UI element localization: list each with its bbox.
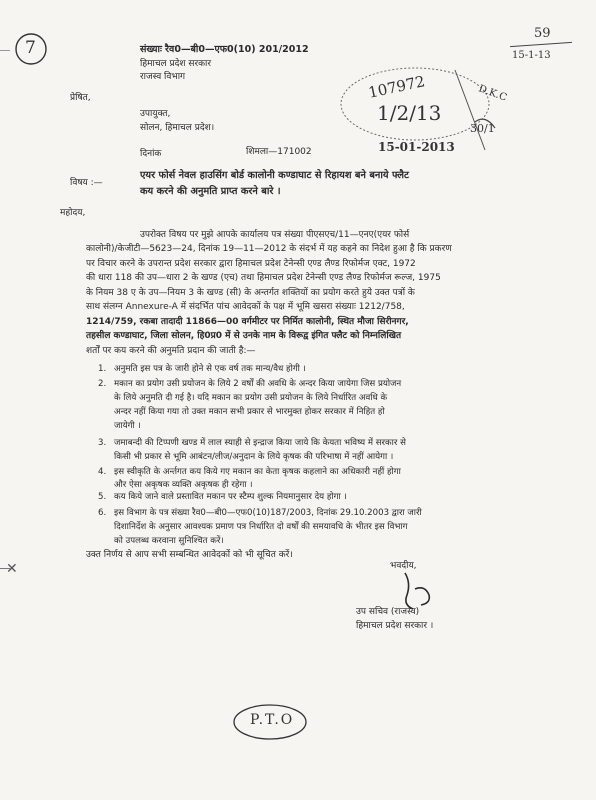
- body-line: तहसील कण्डाघाट, जिला सोलन, हि0प्र0 में से उनके नाम के विरूद्व इंगित फ्लैट को निम्नलिखित: [86, 331, 402, 341]
- condition-line: किसी भी प्रकार से भूमि आबंटन/लीज/अनुदान के लिये कृषक की परिभाषा में नहीं आयेगा ।: [114, 452, 394, 462]
- body-line: कालोनी)/केजीटी—5623—24, दिनांक 19—11—2012 के संदर्भ में यह कहने का निदेश हुआ है कि प्रकरण: [86, 244, 452, 254]
- condition-line: जायेगी ।: [114, 421, 141, 431]
- salutation: महोदय,: [60, 208, 86, 218]
- pto-text: P.T.O: [250, 712, 295, 728]
- circled-number-text: 7: [25, 38, 36, 58]
- condition-line: के लिये अनुमति दी गई है। यदि मकान का प्रयोग उसी प्रयोजन के लिये निर्धारित अवधि के: [114, 393, 388, 403]
- handwritten-date: 15-01-2013: [378, 140, 455, 154]
- condition-line: को उपलब्ध करवाना सुनिश्चित करें।: [114, 536, 224, 546]
- condition-number: 4.: [98, 467, 107, 477]
- condition-line: कय किये जाने वाले प्रस्तावित मकान पर स्टैम्प शुल्क नियमानुसार देय होगा ।: [114, 492, 347, 502]
- subject-line1: एयर फोर्स नेवल हाउसिंग बोर्ड कालोनी कण्डाघाट से रिहायश बने बनाये फ्लैट: [140, 170, 409, 181]
- condition-line: इस स्वीकृति के अर्न्तगत कय किये गए मकान का केता कृषक कहलाने का अधिकारी नहीं होगा: [114, 467, 401, 477]
- subject-line2: कय करने की अनुमति प्राप्त करने बारे ।: [140, 186, 281, 197]
- handwritten-page-count: 59: [534, 26, 551, 41]
- condition-line: और ऐसा अकृषक व्यक्ति अकृषक ही रहेगा ।: [114, 480, 253, 490]
- date-label: दिनांक: [140, 149, 162, 159]
- sender-label: प्रेषित,: [70, 93, 91, 103]
- sign-off: भवदीय,: [390, 561, 417, 571]
- underline-mark: [510, 42, 572, 47]
- condition-number: 2.: [98, 379, 107, 389]
- reference-number: संख्याः रैव0—बी0—एफ0(10) 201/2012: [140, 44, 309, 55]
- margin-fold-mark-top: [0, 50, 10, 51]
- stamp-date: 1/2/13: [377, 101, 442, 125]
- cross-mark: ✕: [6, 561, 18, 577]
- body-line: 1214/759, रकबा तादादी 11866—00 वर्गमीटर पर निर्मित कालोनी, स्थित मौजा सिरीनगर,: [86, 317, 409, 327]
- recipient-line1: उपायुक्त,: [140, 109, 171, 119]
- signatory-government: हिमाचल प्रदेश सरकार ।: [356, 621, 434, 631]
- condition-number: 1.: [98, 364, 107, 374]
- condition-line: अनुमति इस पत्र के जारी होने से एक वर्ष तक मान्य/वैध होगी ।: [114, 364, 306, 374]
- government-name: हिमाचल प्रदेश सरकार: [140, 59, 212, 69]
- body-line: उपरोक्त विषय पर मुझे आपके कार्यालय पत्र संख्या पीएसएच/11—एनए(एयर फोर्स: [140, 230, 410, 240]
- condition-number: 6.: [98, 508, 107, 518]
- stamp-side-note: D.K.C: [476, 83, 509, 104]
- signatory-designation: उप सचिव (राजस्व): [356, 607, 420, 617]
- body-line: साथ संलग्न Annexure-A में संदर्भित पांच आवेदकों के पक्ष में भूमि खसरा संख्याः 1212/758,: [86, 302, 405, 312]
- condition-line: दिशानिर्देश के अनुसार आवश्यक प्रमाण पत्र निर्धारित दो वर्षों की समयावधि के भीतर इस विभाग: [114, 522, 408, 532]
- condition-line: मकान का प्रयोग उसी प्रयोजन के लिये 2 वर्षों की अवधि के अन्दर किया जायेगा जिस प्रयोजन: [114, 379, 402, 389]
- stamp-tail-note: 30/1: [470, 122, 495, 135]
- closing-line: उक्त निर्णय से आप सभी सम्बन्धित आवेदकों को भी सूचित करें।: [86, 550, 293, 560]
- body-line: की धारा 118 की उप—धारा 2 के खण्ड (एच) तथा हिमाचल प्रदेश टेनेन्सी एण्ड लैण्ड रिफोर्मज रूल्ज, 1975: [86, 273, 441, 283]
- body-line: के नियम 38 ए के उप—नियम 3 के खण्ड (सी) के अन्तर्गत शक्तियों का प्रयोग करते हुये उक्त पत्रों के: [86, 288, 415, 298]
- condition-line: जमाबन्दी की टिप्पणी खण्ड में लाल स्याही से इन्द्राज किया जाये कि केयता भविष्य में सरकार से: [114, 438, 406, 448]
- body-line: पर विचार करने के उपरान्त प्रदेश सरकार द्वारा हिमाचल प्रदेश टेनेन्सी एण्ड लैण्ड रिफोर्मज एक्ट, 1972: [86, 259, 416, 269]
- recipient-line2: सोलन, हिमाचल प्रदेश।: [140, 123, 215, 133]
- condition-number: 5.: [98, 492, 107, 502]
- condition-line: अन्दर नहीं किया गया तो उक्त मकान सभी प्रकार से भारमुक्त होकर सरकार में निहित हो: [114, 407, 385, 417]
- condition-number: 3.: [98, 438, 107, 448]
- handwritten-date-note: 15-1-13: [512, 50, 551, 61]
- stamp-receipt-number: 107972: [366, 72, 427, 102]
- condition-line: इस विभाग के पत्र संख्या रैव0—बी0—एफ0(10)187/2003, दिनांक 29.10.2003 द्वारा जारी: [114, 508, 422, 518]
- department-name: राजस्व विभाग: [140, 72, 186, 82]
- date-place: शिमला—171002: [246, 147, 312, 157]
- subject-label: विषय :—: [70, 178, 103, 188]
- body-line: शर्तों पर कय करने की अनुमति प्रदान की जाती है:—: [86, 346, 256, 356]
